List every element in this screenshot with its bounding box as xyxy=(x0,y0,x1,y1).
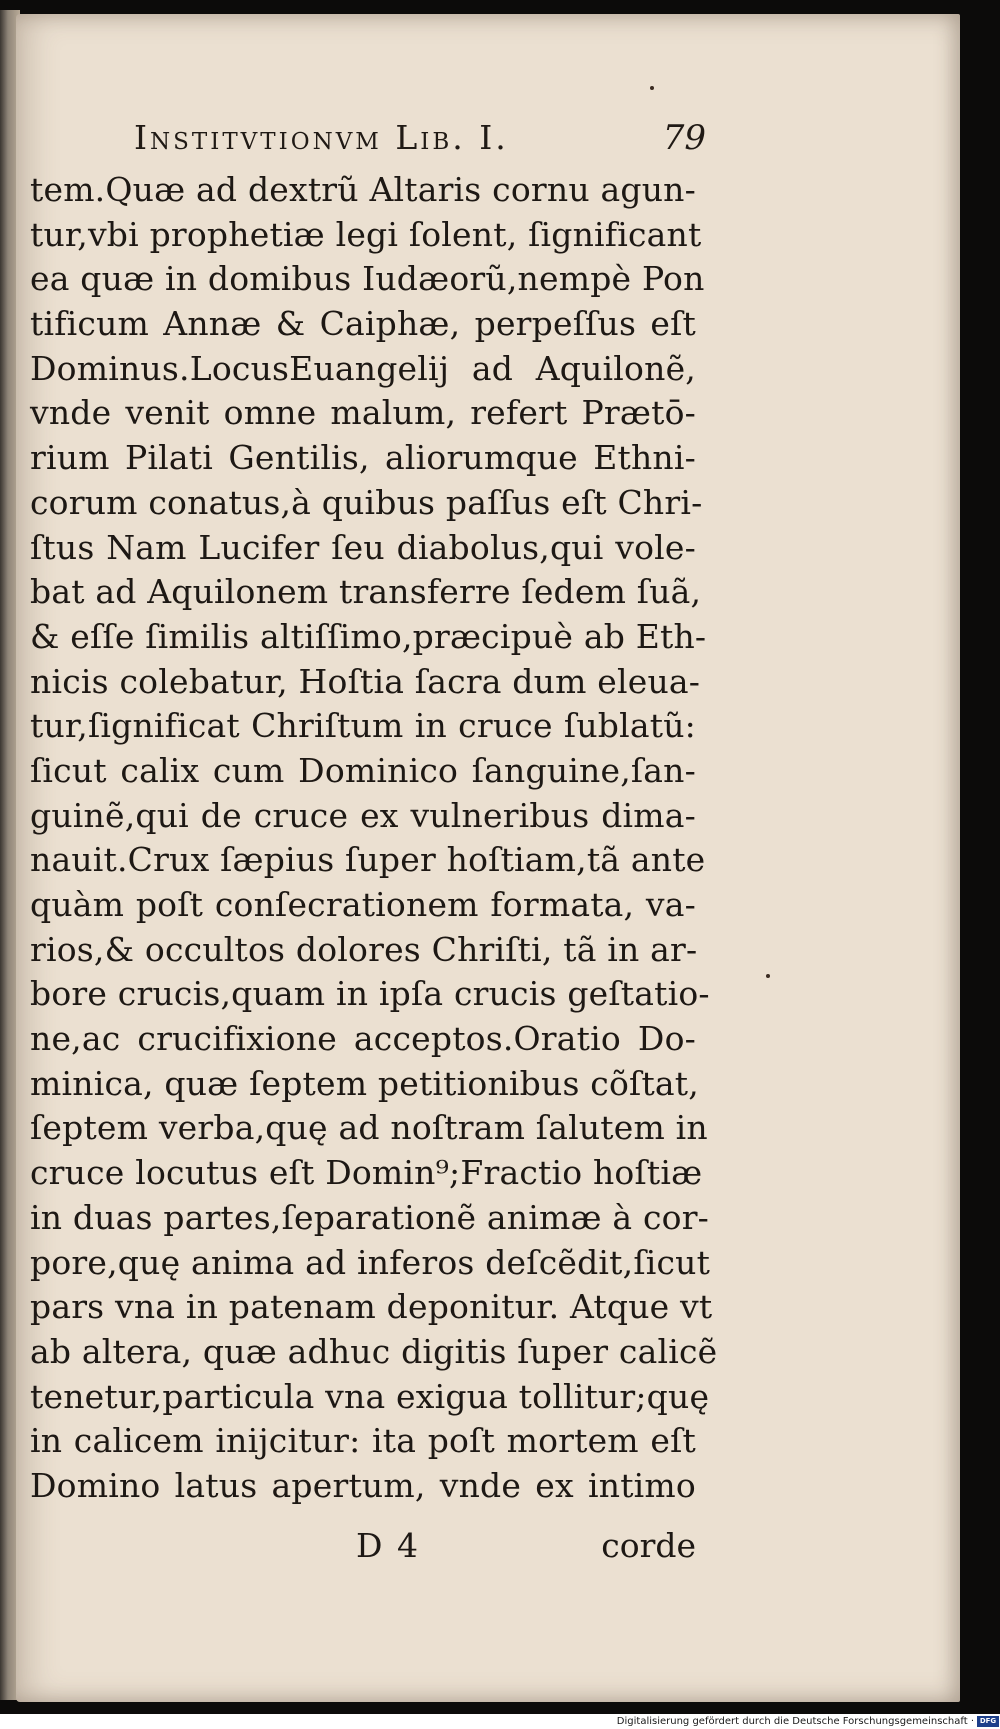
text-line: ſeptem verba,quę ad noſtram ſalutem in xyxy=(30,1108,708,1148)
text-line: corum conatus,à quibus paſſus eſt Chri- xyxy=(30,482,703,522)
catchword: corde xyxy=(601,1526,696,1565)
page-header xyxy=(116,112,706,162)
text-line: tur,ſignificat Chriſtum in cruce ſublatũ: xyxy=(30,706,696,746)
text-line: ea quæ in domibus Iudæorũ,nempè Pon xyxy=(30,259,705,299)
text-line: & eſſe ſimilis altiſſimo,præcipuè ab Eth- xyxy=(30,616,707,656)
text-line: in calicem inijcitur: ita poſt mortem eſt xyxy=(30,1421,696,1461)
text-line: tur,vbi prophetiæ legi ſolent, ſignificant xyxy=(30,214,702,254)
credit-strip xyxy=(0,1714,1000,1729)
text-line: ne,ac crucifixione acceptos.Oratio Do- xyxy=(30,1019,696,1059)
text-line: tificum Annæ & Caiphæ, perpeſſus eſt xyxy=(30,304,696,344)
text-line: ſicut calix cum Dominico ſanguine,ſan- xyxy=(30,750,696,790)
body-text xyxy=(30,168,718,1509)
text-line: Domino latus apertum, vnde ex intimo xyxy=(30,1465,696,1505)
text-line: minica, quæ ſeptem petitionibus cõſtat, xyxy=(30,1063,699,1103)
text-line: nauit.Crux ſæpius ſuper hoſtiam,tã ante xyxy=(30,840,706,880)
ink-speck xyxy=(650,86,654,90)
dfg-logo-icon: DFG xyxy=(977,1716,999,1727)
text-line: tenetur,particula vna exigua tollitur;quę xyxy=(30,1376,710,1416)
text-line: nicis colebatur, Hoſtia ſacra dum eleua- xyxy=(30,661,701,701)
text-line: ſtus Nam Lucifer ſeu diabolus,qui vole- xyxy=(30,527,696,567)
text-line: in duas partes,ſeparationẽ animæ à cor- xyxy=(30,1197,710,1237)
ink-speck xyxy=(766,974,770,978)
text-line: pars vna in patenam deponitur. Atque vt xyxy=(30,1287,713,1327)
text-line: cruce locutus eſt Domin⁹;Fractio hoſtiæ xyxy=(30,1153,703,1193)
page-number: 79 xyxy=(662,118,706,158)
text-line: bat ad Aquilonem transferre ſedem ſuã, xyxy=(30,572,702,612)
page-footer xyxy=(30,1520,696,1570)
text-line: tem.Quæ ad dextrũ Altaris cornu agun- xyxy=(30,170,696,209)
credit-text: Digitalisierung gefördert durch die Deutsche Forschungsgemeinschaft · xyxy=(616,1716,974,1727)
text-line: rios,& occultos dolores Chriſti, tã in ar- xyxy=(30,929,698,969)
text-line: bore crucis,quam in ipſa crucis geſtatio- xyxy=(30,974,710,1014)
text-line: guinẽ,qui de cruce ex vulneribus dima- xyxy=(30,795,696,835)
text-line: pore,quę anima ad inferos deſcẽdit,ſicut xyxy=(30,1242,711,1282)
text-line: quàm poſt conſecrationem formata, va- xyxy=(30,885,696,924)
signature-mark: D 4 xyxy=(356,1526,420,1565)
running-title: Institvtionvm Lib. I. xyxy=(134,118,509,157)
text-line: ab altera, quæ adhuc digitis ſuper calicẽ xyxy=(30,1331,718,1371)
text-line: vnde venit omne malum, refert Prætō- xyxy=(30,393,696,433)
text-line: Dominus.LocusEuangelij ad Aquilonẽ, xyxy=(30,348,696,388)
text-line: rium Pilati Gentilis, aliorumque Ethni- xyxy=(30,438,696,478)
